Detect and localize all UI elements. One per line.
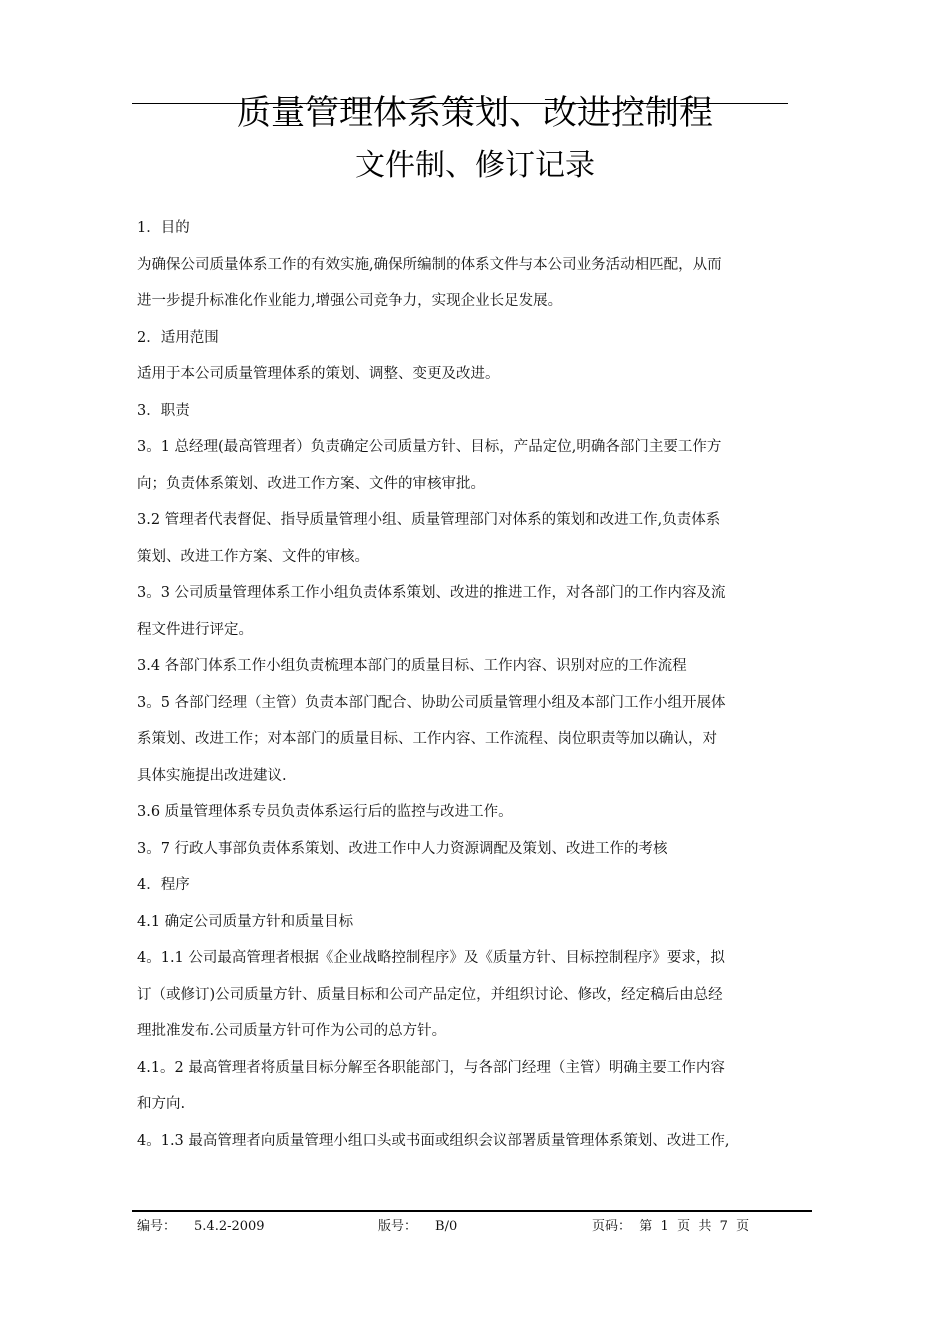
- text-line: 4.1。2 最高管理者将质量目标分解至各职能部门，与各部门经理（主管）明确主要工作内容: [137, 1059, 725, 1076]
- text-line: 3。5 各部门经理（主管）负责本部门配合、协助公司质量管理小组及本部门工作小组开展体: [137, 694, 726, 711]
- text-line: 4．程序: [137, 877, 190, 893]
- text-line: 策划、改进工作方案、文件的审核。: [137, 548, 369, 565]
- text-line: 4.1 确定公司质量方针和质量目标: [137, 913, 354, 930]
- text-line: 3．职责: [137, 402, 190, 419]
- document-title: 质量管理体系策划、改进控制程: [237, 93, 713, 133]
- text-line: 为确保公司质量体系工作的有效实施,确保所编制的体系文件与本公司业务活动相匹配，从而: [137, 256, 722, 273]
- footer-version-label: 版号：: [378, 1219, 418, 1234]
- footer-page-number: 页码： 第 1 页 共 7 页: [592, 1219, 750, 1234]
- text-line: 和方向.: [137, 1096, 186, 1112]
- text-line: 2．适用范围: [137, 329, 219, 346]
- text-line: 3。1 总经理(最高管理者）负责确定公司质量方针、目标，产品定位,明确各部门主要工作方: [137, 439, 722, 455]
- text-line: 适用于本公司质量管理体系的策划、调整、变更及改进。: [137, 366, 500, 382]
- document-subtitle: 文件制、修订记录: [355, 148, 595, 183]
- text-line: 3.2 管理者代表督促、指导质量管理小组、质量管理部门对体系的策划和改进工作,负责体系: [137, 512, 721, 528]
- text-line: 进一步提升标准化作业能力,增强公司竞争力，实现企业长足发展。: [137, 293, 563, 309]
- text-line: 3.6 质量管理体系专员负责体系运行后的监控与改进工作。: [137, 804, 513, 820]
- text-line: 4。1.1 公司最高管理者根据《企业战略控制程序》及《质量方针、目标控制程序》要求，拟: [137, 950, 725, 966]
- text-line: 3。3 公司质量管理体系工作小组负责体系策划、改进的推进工作，对各部门的工作内容及流: [137, 585, 726, 601]
- text-line: 1．目的: [137, 220, 190, 236]
- text-line: 具体实施提出改进建议.: [137, 767, 287, 784]
- text-line: 理批准发布.公司质量方针可作为公司的总方针。: [137, 1023, 447, 1039]
- text-line: 订（或修订)公司质量方针、质量目标和公司产品定位，并组织讨论、修改，经定稿后由总经: [137, 986, 723, 1003]
- footer-code: [137, 1218, 265, 1236]
- footer-version: [378, 1218, 457, 1236]
- document-body: [137, 210, 820, 1159]
- text-line: 向；负责体系策划、改进工作方案、文件的审核审批。: [137, 475, 485, 492]
- footer-rule: [132, 1210, 812, 1212]
- footer-code-label: 编号：: [137, 1219, 177, 1234]
- text-line: 程文件进行评定。: [137, 621, 253, 638]
- footer-code-value: 5.4.2-2009: [194, 1219, 265, 1234]
- footer-version-value: B/0: [435, 1219, 458, 1234]
- text-line: 4。1.3 最高管理者向质量管理小组口头或书面或组织会议部署质量管理体系策划、改进工作,: [137, 1132, 730, 1149]
- text-line: 系策划、改进工作；对本部门的质量目标、工作内容、工作流程、岗位职责等加以确认，对: [137, 731, 717, 747]
- text-line: 3。7 行政人事部负责体系策划、改进工作中人力资源调配及策划、改进工作的考核: [137, 840, 668, 857]
- text-line: 3.4 各部门体系工作小组负责梳理本部门的质量目标、工作内容、识别对应的工作流程: [137, 658, 687, 674]
